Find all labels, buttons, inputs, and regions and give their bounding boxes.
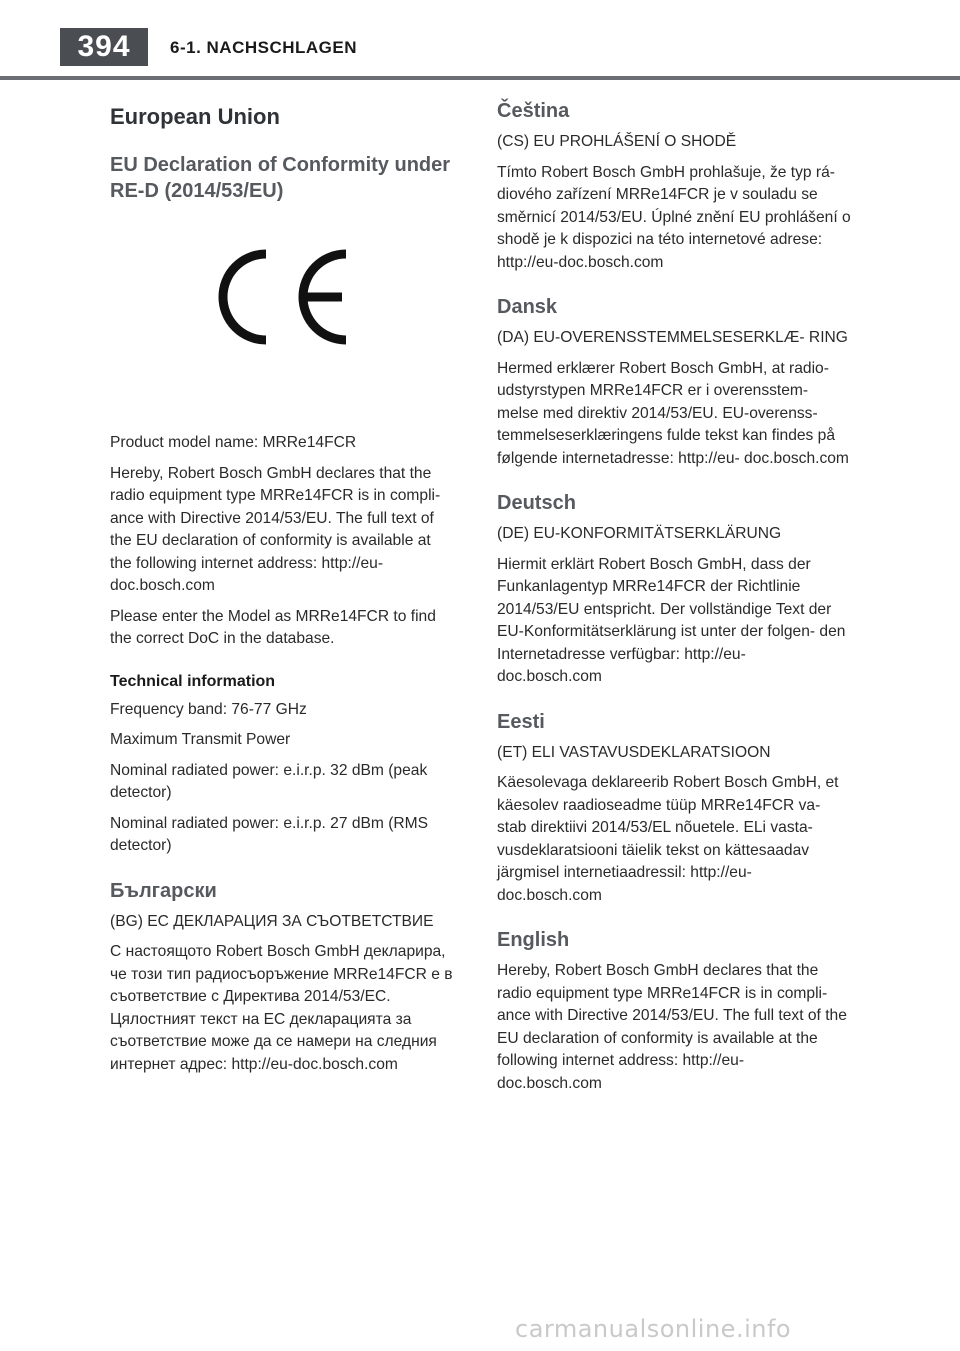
left-column	[110, 100, 455, 1084]
power-rms: Nominal radiated power: e.i.r.p. 27 dBm (RMS detector)	[110, 814, 429, 854]
lang-title-da: (DA) EU-OVERENSSTEMMELSESERKLÆ- RING	[497, 329, 848, 346]
product-model: Product model name: MRRe14FCR	[110, 434, 357, 451]
power-peak: Nominal radiated power: e.i.r.p. 32 dBm (peak detector)	[110, 761, 428, 801]
lang-title-cs: (CS) EU PROHLÁŠENÍ O SHODĚ	[497, 133, 737, 150]
lang-text-et: Käesolevaga deklareerib Robert Bosch GmbH, et käesolev raadioseadme tüüp MRRe14FCR va- stab direktiivi 2014/53/EL nõuetele. ELi vasta- vusdeklaratsiooni täielik tekst on kättesaadav järgmisel internetiaadressil: http://eu- doc.bosch.com	[497, 774, 839, 904]
technical-info-heading: Technical information	[110, 672, 276, 690]
lang-text-da: Hermed erklærer Robert Bosch GmbH, at radio- udstyrstypen MRRe14FCR er i overensstem- melse med direktiv 2014/53/EU. EU-overenss- temmelseserklæringens fulde tekst kan findes på følgende internetadresse: http://eu- doc.bosch.com	[497, 359, 849, 467]
max-transmit-power: Maximum Transmit Power	[110, 731, 291, 748]
lang-text-cs: Tímto Robert Bosch GmbH prohlašuje, že typ rá- diového zařízení MRRe14FCR je v souladu se směrnicí 2014/53/EU. Úplné znění EU prohlášení o shodě je k dispozici na této internetové adrese: http://eu-doc.bosch.com	[497, 163, 851, 271]
frequency-band: Frequency band: 76-77 GHz	[110, 700, 307, 718]
ce-logo-icon	[208, 242, 358, 352]
section-title-eu: European Union	[110, 104, 280, 129]
lang-heading-bg: Български	[110, 879, 217, 902]
lang-section-da	[497, 296, 852, 470]
lang-heading-et: Eesti	[497, 710, 545, 733]
lang-title-et: (ET) ELI VASTAVUSDEKLARATSIOON	[497, 743, 771, 761]
lang-heading-de: Deutsch	[497, 492, 576, 514]
header-rule	[0, 76, 960, 80]
lang-section-en	[497, 929, 852, 1095]
lang-text-bg: С настоящото Robert Bosch GmbH декларира, че този тип радиосъоръжение MRRe14FCR е в съответствие с Директива 2014/53/ЕС. Цялостният текст на ЕС декларацията за съответствие може да се намери на следния интернет адрес: http://eu-doc.bosch.com	[110, 943, 453, 1073]
page-header	[0, 0, 960, 80]
page-number: 394	[60, 28, 148, 66]
lang-section-cs	[497, 100, 852, 274]
right-column	[497, 100, 852, 1117]
lang-title-de: (DE) EU-KONFORMITÄTSERKLÄRUNG	[497, 525, 782, 542]
chapter-title: 6-1. NACHSCHLAGEN	[170, 38, 358, 57]
lang-text-en: Hereby, Robert Bosch GmbH declares that the radio equipment type MRRe14FCR is in compli- ance with Directive 2014/53/EU. The full text of the EU declaration of conformity is available at the following internet address: http://eu- doc.bosch.com	[497, 962, 847, 1092]
lang-section-et	[497, 711, 852, 908]
lang-heading-en: English	[497, 929, 570, 951]
lang-section-de	[497, 492, 852, 689]
model-note: Please enter the Model as MRRe14FCR to find the correct DoC in the database.	[110, 607, 436, 647]
ce-mark	[110, 242, 455, 392]
lang-heading-da: Dansk	[497, 296, 558, 318]
lang-text-de: Hiermit erklärt Robert Bosch GmbH, dass der Funkanlagentyp MRRe14FCR der Richtlinie 2014/53/EU entspricht. Der vollständige Text der EU-Konformitätserklärung ist unter der folgen- den Internetadresse verfügbar: http://eu- doc.bosch.com	[497, 555, 846, 685]
declaration-subtitle: EU Declaration of Conformity under RE-D (2014/53/EU)	[110, 154, 451, 202]
declaration-text: Hereby, Robert Bosch GmbH declares that the radio equipment type MRRe14FCR is in compli- ance with Directive 2014/53/EU. The full text of the EU declaration of conformity is available at the following internet address: http://eu- doc.bosch.com	[110, 464, 441, 594]
watermark: carmanualsonline.info	[515, 1315, 792, 1343]
lang-heading-cs: Čeština	[497, 100, 570, 122]
lang-title-bg: (BG) ЕС ДЕКЛАРАЦИЯ ЗА СЪОТВЕТСТВИЕ	[110, 912, 434, 930]
